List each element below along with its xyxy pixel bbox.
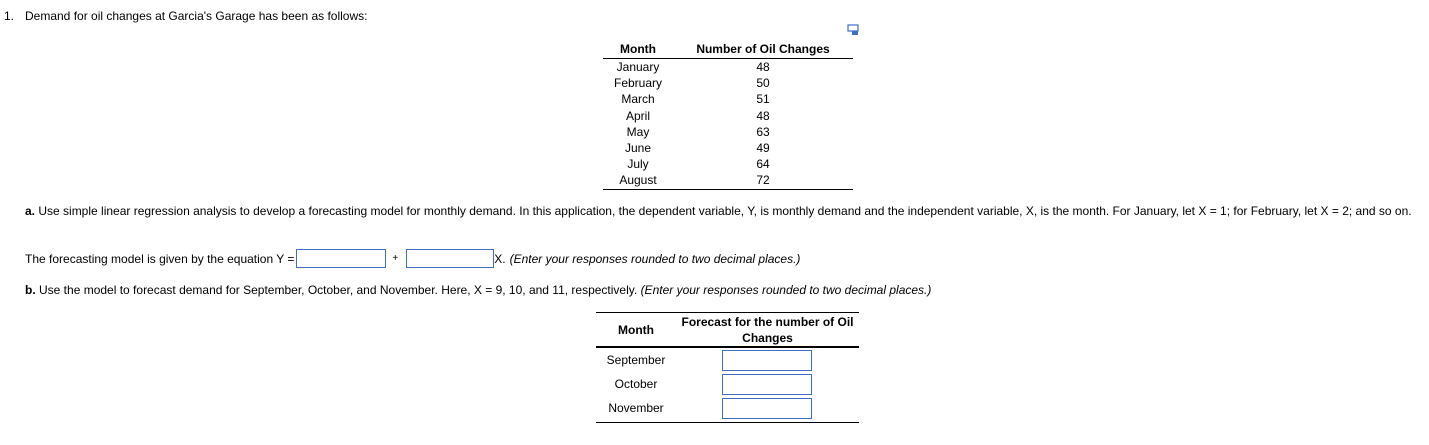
part-a-label: a.: [25, 204, 36, 218]
forecast-input-october[interactable]: [722, 374, 812, 395]
forecast-month-october: October: [614, 377, 658, 391]
value-cell: 48: [756, 108, 770, 123]
equation-prefix: The forecasting model is given by the equation Y =: [25, 251, 295, 266]
part-a-instructions: [25, 203, 1425, 219]
part-b-instruction: (Enter your responses rounded to two decimal places.): [640, 283, 932, 297]
table-row: [603, 108, 853, 124]
table-row: [603, 91, 853, 107]
table-row: [603, 124, 853, 140]
month-cell: February: [613, 76, 663, 91]
forecast-input-november[interactable]: [722, 398, 812, 419]
forecast-header-value: Forecast for the number of Oil Changes: [681, 314, 854, 345]
header-month: Month: [620, 42, 656, 56]
month-cell: June: [624, 141, 652, 156]
intercept-input[interactable]: [296, 249, 386, 268]
value-cell: 72: [756, 173, 770, 188]
header-oil-changes: Number of Oil Changes: [696, 42, 830, 56]
forecast-input-september[interactable]: [722, 350, 812, 371]
slope-input[interactable]: [406, 249, 494, 268]
question-number: 1.: [4, 9, 15, 23]
part-b-label: b.: [25, 283, 36, 297]
part-b-instructions: [25, 283, 931, 297]
table-row: [596, 348, 859, 372]
forecast-table: [596, 312, 859, 423]
table-row: [596, 372, 859, 396]
forecast-month-november: November: [608, 401, 664, 415]
forecast-header-month: Month: [618, 322, 654, 337]
x-suffix: X.: [494, 251, 506, 266]
month-cell: March: [621, 92, 655, 107]
part-a-text: Use simple linear regression analysis to develop a forecasting model for monthly demand. In this application, the dependent variable, Y, is monthly demand and the independent variable, X, is the month. For January, let X = 1; for February, let X = 2; and so on.: [35, 204, 1412, 218]
table-row: [603, 75, 853, 91]
month-cell: January: [616, 60, 660, 75]
table-row: [603, 59, 853, 75]
value-cell: 64: [756, 157, 770, 172]
table-row: [603, 140, 853, 156]
table-row: [596, 396, 859, 420]
month-cell: July: [627, 157, 649, 172]
value-cell: 50: [756, 76, 770, 91]
part-b-text: Use the model to forecast demand for September, October, and November. Here, X = 9, 10, and 11, respectively.: [35, 283, 638, 297]
value-cell: 63: [756, 124, 770, 139]
month-cell: April: [625, 108, 650, 123]
table-row: [603, 156, 853, 172]
table-row: [603, 172, 853, 188]
question-text: Demand for oil changes at Garcia's Garage has been as follows:: [25, 9, 368, 23]
month-cell: August: [619, 173, 657, 188]
plus-sign: +: [392, 253, 399, 264]
forecast-table-header: [596, 312, 859, 348]
month-cell: May: [626, 124, 650, 139]
forecast-month-september: September: [606, 353, 666, 367]
value-cell: 49: [756, 141, 770, 156]
demand-table: [603, 40, 853, 190]
part-a-instruction: (Enter your responses rounded to two decimal places.): [509, 251, 801, 266]
equation-line: [25, 249, 800, 268]
value-cell: 48: [756, 60, 770, 75]
demand-table-header: [603, 40, 853, 59]
copy-data-icon[interactable]: [847, 24, 861, 36]
value-cell: 51: [756, 92, 770, 107]
